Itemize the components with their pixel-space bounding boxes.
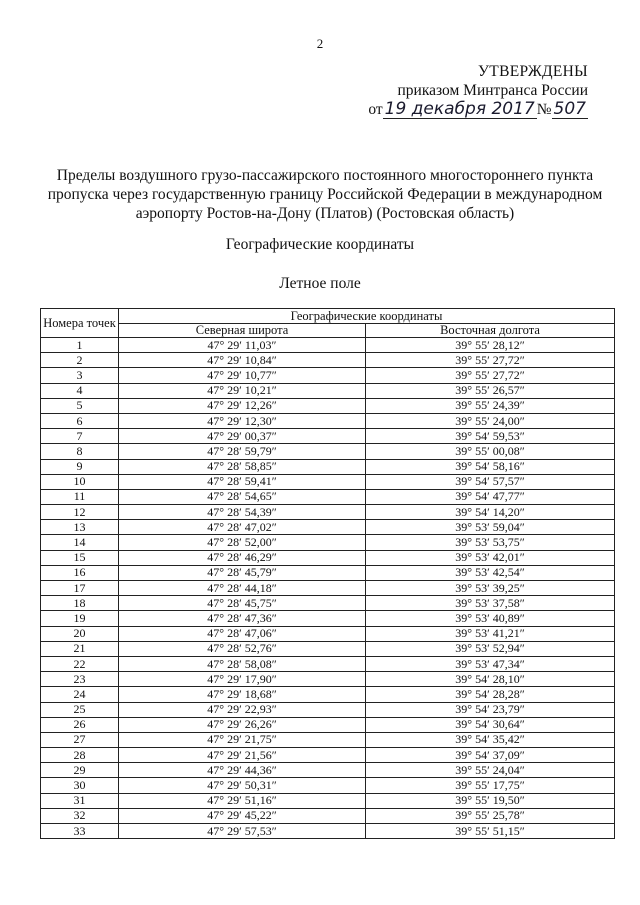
latitude-cell: 47° 29′ 45,22″ bbox=[119, 808, 366, 823]
point-number-cell: 17 bbox=[41, 581, 119, 596]
latitude-cell: 47° 29′ 44,36″ bbox=[119, 763, 366, 778]
table-row bbox=[41, 763, 615, 778]
longitude-cell: 39° 54′ 35,42″ bbox=[366, 732, 615, 747]
table-row bbox=[41, 808, 615, 823]
table-row bbox=[41, 383, 615, 398]
point-number-cell: 15 bbox=[41, 550, 119, 565]
latitude-cell: 47° 29′ 18,68″ bbox=[119, 687, 366, 702]
longitude-cell: 39° 55′ 28,12″ bbox=[366, 338, 615, 353]
point-number-cell: 31 bbox=[41, 793, 119, 808]
point-number-cell: 2 bbox=[41, 353, 119, 368]
latitude-cell: 47° 28′ 58,08″ bbox=[119, 656, 366, 671]
latitude-cell: 47° 28′ 47,02″ bbox=[119, 520, 366, 535]
number-sign: № bbox=[536, 101, 552, 118]
point-number-cell: 18 bbox=[41, 596, 119, 611]
table-row bbox=[41, 550, 615, 565]
longitude-cell: 39° 54′ 58,16″ bbox=[366, 459, 615, 474]
page-number: 2 bbox=[316, 36, 324, 51]
longitude-cell: 39° 53′ 42,54″ bbox=[366, 565, 615, 580]
longitude-cell: 39° 54′ 47,77″ bbox=[366, 489, 615, 504]
point-number-cell: 5 bbox=[41, 398, 119, 413]
longitude-cell: 39° 54′ 23,79″ bbox=[366, 702, 615, 717]
longitude-cell: 39° 55′ 51,15″ bbox=[366, 824, 615, 839]
longitude-cell: 39° 54′ 57,57″ bbox=[366, 474, 615, 489]
longitude-cell: 39° 55′ 19,50″ bbox=[366, 793, 615, 808]
latitude-cell: 47° 29′ 21,56″ bbox=[119, 748, 366, 763]
table-row bbox=[41, 717, 615, 732]
latitude-cell: 47° 28′ 45,79″ bbox=[119, 565, 366, 580]
table-row bbox=[41, 535, 615, 550]
longitude-cell: 39° 55′ 24,04″ bbox=[366, 763, 615, 778]
document-subtitle: Географические координаты bbox=[225, 236, 415, 253]
point-number-cell: 8 bbox=[41, 444, 119, 459]
longitude-cell: 39° 55′ 00,08″ bbox=[366, 444, 615, 459]
header-coordinates: Географические координаты bbox=[119, 309, 615, 324]
latitude-cell: 47° 28′ 59,41″ bbox=[119, 474, 366, 489]
longitude-cell: 39° 54′ 28,28″ bbox=[366, 687, 615, 702]
longitude-cell: 39° 53′ 47,34″ bbox=[366, 656, 615, 671]
latitude-cell: 47° 29′ 00,37″ bbox=[119, 429, 366, 444]
point-number-cell: 21 bbox=[41, 641, 119, 656]
point-number-cell: 4 bbox=[41, 383, 119, 398]
longitude-cell: 39° 55′ 17,75″ bbox=[366, 778, 615, 793]
longitude-cell: 39° 53′ 40,89″ bbox=[366, 611, 615, 626]
table-row bbox=[41, 687, 615, 702]
latitude-cell: 47° 29′ 11,03″ bbox=[119, 338, 366, 353]
table-row bbox=[41, 398, 615, 413]
longitude-cell: 39° 54′ 59,53″ bbox=[366, 429, 615, 444]
document-title: Пределы воздушного грузо-пассажирского постоянного многостороннего пункта пропуска через государственную границу Российской Федерации в международном аэропорту Ростов-на-Дону (Платов) (Ростовская область) bbox=[47, 167, 603, 222]
table-row bbox=[41, 824, 615, 839]
table-row bbox=[41, 581, 615, 596]
latitude-cell: 47° 29′ 10,84″ bbox=[119, 353, 366, 368]
header-latitude: Северная широта bbox=[119, 324, 366, 338]
point-number-cell: 13 bbox=[41, 520, 119, 535]
point-number-cell: 33 bbox=[41, 824, 119, 839]
latitude-cell: 47° 29′ 26,26″ bbox=[119, 717, 366, 732]
latitude-cell: 47° 29′ 57,53″ bbox=[119, 824, 366, 839]
point-number-cell: 23 bbox=[41, 672, 119, 687]
latitude-cell: 47° 28′ 46,29″ bbox=[119, 550, 366, 565]
approval-heading: УТВЕРЖДЕНЫ bbox=[478, 63, 588, 80]
table-row bbox=[41, 444, 615, 459]
section-heading: Летное поле bbox=[279, 275, 361, 292]
latitude-cell: 47° 28′ 54,39″ bbox=[119, 505, 366, 520]
latitude-cell: 47° 28′ 52,76″ bbox=[119, 641, 366, 656]
latitude-cell: 47° 28′ 47,06″ bbox=[119, 626, 366, 641]
latitude-cell: 47° 29′ 12,30″ bbox=[119, 413, 366, 428]
table-row bbox=[41, 338, 615, 353]
latitude-cell: 47° 28′ 58,85″ bbox=[119, 459, 366, 474]
longitude-cell: 39° 53′ 39,25″ bbox=[366, 581, 615, 596]
point-number-cell: 22 bbox=[41, 656, 119, 671]
approval-from-prefix: от bbox=[368, 101, 383, 118]
longitude-cell: 39° 53′ 37,58″ bbox=[366, 596, 615, 611]
latitude-cell: 47° 29′ 50,31″ bbox=[119, 778, 366, 793]
point-number-cell: 26 bbox=[41, 717, 119, 732]
table-row bbox=[41, 353, 615, 368]
longitude-cell: 39° 55′ 24,39″ bbox=[366, 398, 615, 413]
approval-date-line bbox=[368, 100, 588, 119]
point-number-cell: 24 bbox=[41, 687, 119, 702]
point-number-cell: 14 bbox=[41, 535, 119, 550]
longitude-cell: 39° 54′ 30,64″ bbox=[366, 717, 615, 732]
point-number-cell: 25 bbox=[41, 702, 119, 717]
longitude-cell: 39° 54′ 37,09″ bbox=[366, 748, 615, 763]
table-row bbox=[41, 611, 615, 626]
longitude-cell: 39° 53′ 42,01″ bbox=[366, 550, 615, 565]
point-number-cell: 20 bbox=[41, 626, 119, 641]
point-number-cell: 30 bbox=[41, 778, 119, 793]
longitude-cell: 39° 55′ 27,72″ bbox=[366, 368, 615, 383]
latitude-cell: 47° 29′ 10,21″ bbox=[119, 383, 366, 398]
point-number-cell: 11 bbox=[41, 489, 119, 504]
point-number-cell: 9 bbox=[41, 459, 119, 474]
header-points: Номера точек bbox=[41, 309, 119, 338]
longitude-cell: 39° 55′ 24,00″ bbox=[366, 413, 615, 428]
latitude-cell: 47° 29′ 17,90″ bbox=[119, 672, 366, 687]
table-body bbox=[41, 338, 615, 839]
header-longitude: Восточная долгота bbox=[366, 324, 615, 338]
table-row bbox=[41, 793, 615, 808]
table-row bbox=[41, 748, 615, 763]
table-row bbox=[41, 596, 615, 611]
handwritten-date: 19 декабря 2017 bbox=[384, 99, 535, 119]
table-row bbox=[41, 459, 615, 474]
table-row bbox=[41, 474, 615, 489]
point-number-cell: 28 bbox=[41, 748, 119, 763]
table-row bbox=[41, 672, 615, 687]
longitude-cell: 39° 55′ 26,57″ bbox=[366, 383, 615, 398]
latitude-cell: 47° 29′ 51,16″ bbox=[119, 793, 366, 808]
latitude-cell: 47° 29′ 22,93″ bbox=[119, 702, 366, 717]
table-row bbox=[41, 626, 615, 641]
longitude-cell: 39° 54′ 28,10″ bbox=[366, 672, 615, 687]
table-row bbox=[41, 732, 615, 747]
table-row bbox=[41, 656, 615, 671]
coordinates-table bbox=[40, 308, 615, 839]
table-row bbox=[41, 429, 615, 444]
point-number-cell: 1 bbox=[41, 338, 119, 353]
point-number-cell: 6 bbox=[41, 413, 119, 428]
latitude-cell: 47° 28′ 54,65″ bbox=[119, 489, 366, 504]
point-number-cell: 12 bbox=[41, 505, 119, 520]
latitude-cell: 47° 28′ 47,36″ bbox=[119, 611, 366, 626]
latitude-cell: 47° 29′ 12,26″ bbox=[119, 398, 366, 413]
latitude-cell: 47° 28′ 59,79″ bbox=[119, 444, 366, 459]
table-row bbox=[41, 702, 615, 717]
table-row bbox=[41, 489, 615, 504]
longitude-cell: 39° 53′ 41,21″ bbox=[366, 626, 615, 641]
latitude-cell: 47° 29′ 10,77″ bbox=[119, 368, 366, 383]
point-number-cell: 7 bbox=[41, 429, 119, 444]
table-row bbox=[41, 520, 615, 535]
table-row bbox=[41, 368, 615, 383]
longitude-cell: 39° 54′ 14,20″ bbox=[366, 505, 615, 520]
handwritten-order-number: 507 bbox=[553, 99, 586, 119]
point-number-cell: 27 bbox=[41, 732, 119, 747]
table-row bbox=[41, 505, 615, 520]
longitude-cell: 39° 55′ 27,72″ bbox=[366, 353, 615, 368]
point-number-cell: 32 bbox=[41, 808, 119, 823]
table-row bbox=[41, 778, 615, 793]
point-number-cell: 10 bbox=[41, 474, 119, 489]
table-row bbox=[41, 413, 615, 428]
longitude-cell: 39° 53′ 52,94″ bbox=[366, 641, 615, 656]
latitude-cell: 47° 28′ 44,18″ bbox=[119, 581, 366, 596]
point-number-cell: 16 bbox=[41, 565, 119, 580]
approval-order-line: приказом Минтранса России bbox=[397, 82, 588, 99]
point-number-cell: 3 bbox=[41, 368, 119, 383]
latitude-cell: 47° 29′ 21,75″ bbox=[119, 732, 366, 747]
longitude-cell: 39° 55′ 25,78″ bbox=[366, 808, 615, 823]
latitude-cell: 47° 28′ 52,00″ bbox=[119, 535, 366, 550]
longitude-cell: 39° 53′ 59,04″ bbox=[366, 520, 615, 535]
point-number-cell: 19 bbox=[41, 611, 119, 626]
approval-block bbox=[368, 62, 588, 119]
longitude-cell: 39° 53′ 53,75″ bbox=[366, 535, 615, 550]
table-row bbox=[41, 565, 615, 580]
table-row bbox=[41, 641, 615, 656]
latitude-cell: 47° 28′ 45,75″ bbox=[119, 596, 366, 611]
point-number-cell: 29 bbox=[41, 763, 119, 778]
